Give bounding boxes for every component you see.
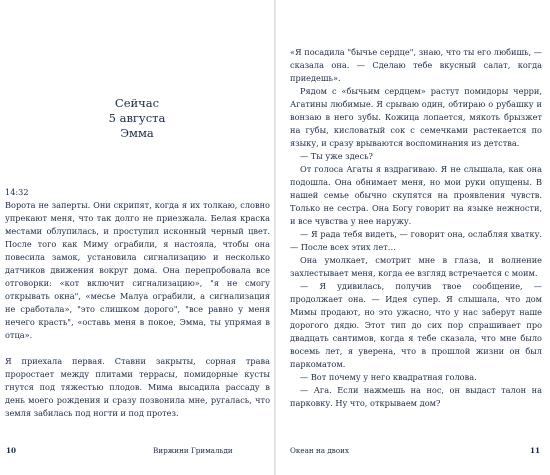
paragraph: — Ага. Если нажмешь на нос, он выдаст талон на парковку. Ну что, открываем дом?: [290, 385, 542, 408]
paragraph: Я приехала первая. Ставни закрыты, сорная трава проростает между плитами террасы, помидорные кусты гнутся под тяжестью плодов. Мима высадила рассаду в день моего рождения и сразу позвонила мне, ругалась, что земля забилась под ногти и под протез.: [5, 356, 270, 418]
paragraph: Ворота не заперты. Они скрипят, когда я их толкаю, словно упрекают меня, что так долго не приезжала. Белая краска местами облупилась, и проступил исконный черный цвет. После того как Миму ограбили, я настояла, чтобы она повесила замок, установила сигнализацию и несколько датчиков движения вокруг дома. Она перепробовала все отговорки: «кот включит сигнализацию», "я не смогу открывать окна", «месье Малуа ограбили, а сигнализация не сработала», "это слишком дорого", "все равно у меня нечего красть", «оставь меня в покое, Эмма, ты упрямая в отца».: [5, 200, 270, 340]
paragraph: — Я рада тебя видеть, — говорит она, ослабляя хватку. — После всех этих лет…: [290, 229, 542, 252]
right-page-number: 11: [530, 446, 541, 455]
chapter-heading-time: Сейчас: [114, 96, 160, 110]
paragraph: — Ты уже здесь?: [300, 151, 373, 161]
paragraph: Рядом с «бычьим сердцем» растут помидоры черри, Агатины любимые. Я срываю один, обтираю о рубашку и вонзаю в него зубы. Кожица лопается, мякоть брызжет на губы, кисловатый сок с семечками растекается по языку, и сразу врываются воспоминания из детства.: [290, 86, 542, 148]
left-running-head: Виржини Гримальди: [153, 446, 233, 455]
paragraph: — Вот почему у него квадратная голова.: [300, 372, 477, 382]
paragraph: Она умолкает, смотрит мне в глаза, и волнение захлестывает меня, когда ее взгляд встречается с моим.: [290, 255, 542, 278]
paragraph: «Я посадила "бычье сердце", знаю, что ты его любишь, — сказала она. — Сделаю тебе вкусный салат, когда приедешь».: [290, 47, 542, 83]
chapter-heading: [0, 96, 274, 141]
paragraph: От голоса Агаты я вздрагиваю. Я не слышала, как она подошла. Она обнимает меня, но мои руки опущены. В нашей семье обычно скупятся на проявления чувств. Только не сестра. Она Богу говорит на языке нежности, и все чувства у нее наружу.: [290, 164, 542, 226]
right-page-text: [290, 46, 542, 410]
chapter-heading-narrator: Эмма: [120, 126, 154, 140]
section-gap: [5, 342, 270, 355]
right-running-head: Океан на двоих: [290, 446, 350, 455]
timestamp: 14:32: [5, 187, 29, 197]
chapter-heading-date: 5 августа: [108, 111, 166, 125]
left-page-text: [5, 186, 270, 420]
paragraph: — Я удивилась, получив твое сообщение, — продолжает она. — Идея супер. Я слышала, что дом Мимы продают, но это ужасно, что у нас заберут наше дорогого дядю. Этот тип до сих пор спрашивает про двадцать сантимов, когда я тебе сказала, что мне было восемь лет, я уверена, что в прошлой жизни он был паркоматом.: [290, 281, 542, 369]
left-page-number: 10: [6, 446, 17, 455]
